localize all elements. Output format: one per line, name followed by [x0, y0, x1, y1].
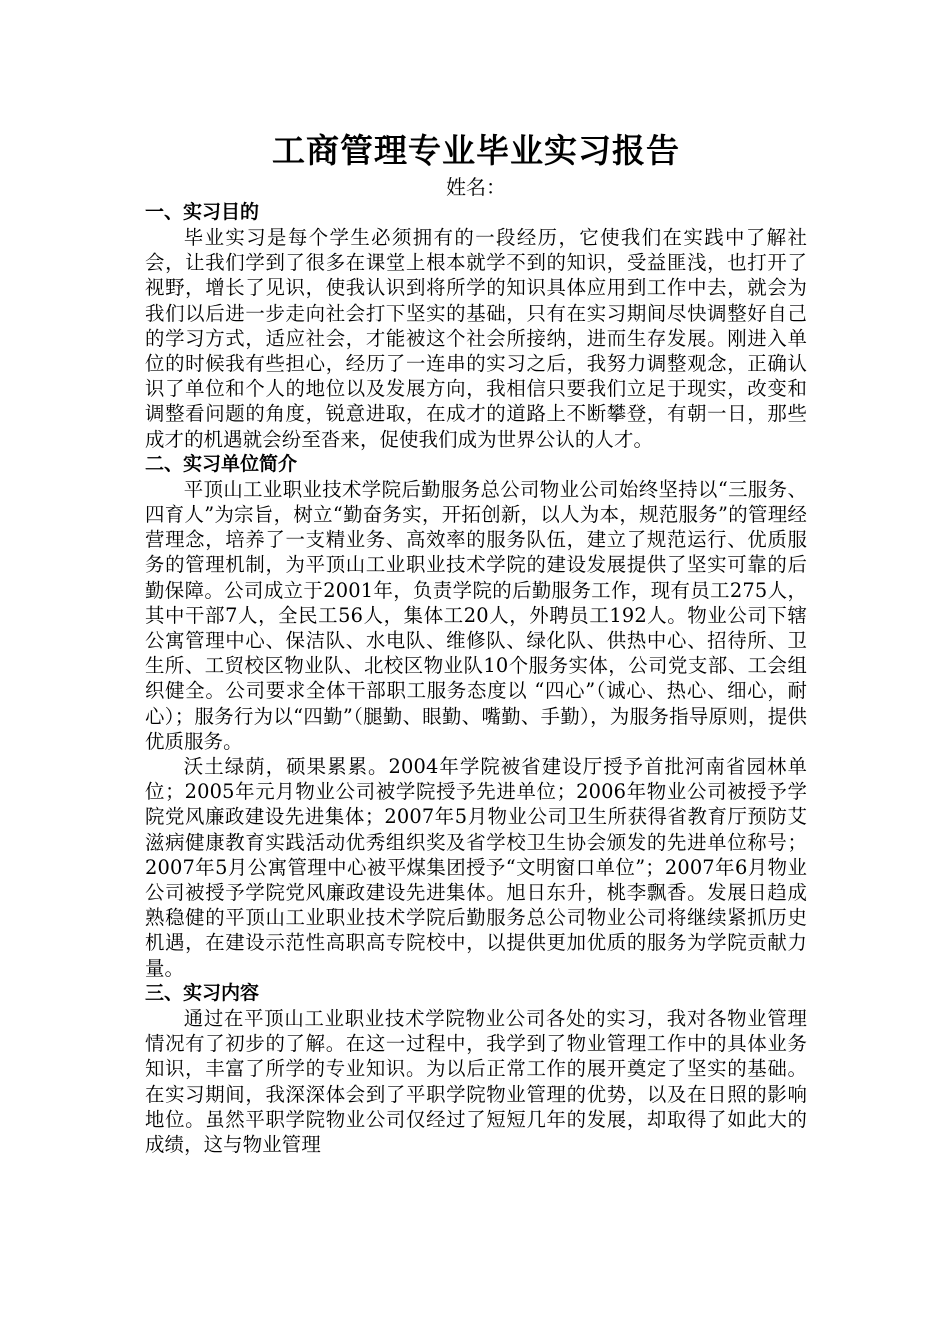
section-heading: 二、实习单位简介 — [145, 452, 298, 475]
paragraph: 通过在平顶山工业职业技术学院物业公司各处的实习，我对各物业管理情况有了初步的了解。在这一过程中，我学到了物业管理工作中的具体业务知识，丰富了所学的专业知识。为以后正常工作的展开奠定了坚实的基础。在实习期间，我深深体会到了平职学院物业管理的优势，以及在日照的影响地位。虽然平职学院物业公司仅经过了短短几年的发展，却取得了如此大的成绩，这与物业管理 — [145, 1006, 807, 1156]
document-title: 工商管理专业毕业实习报告 — [272, 131, 680, 170]
author-name-label: 姓名： — [446, 175, 506, 199]
section-heading: 一、实习目的 — [145, 201, 260, 223]
section-internship-content — [145, 981, 807, 1157]
section-heading: 三、实习内容 — [145, 981, 260, 1004]
paragraph: 平顶山工业职业技术学院后勤服务总公司物业公司始终坚持以“三服务、四育人”为宗旨，树立“勤奋务实，开拓创新，以人为本，规范服务”的管理经营理念，培养了一支精业务、高效率的服务队伍，建立了规范运行、优质服务的管理机制，为平顶山工业职业技术学院的建设发展提供了坚实可靠的后勤保障。公司成立于2001年，负责学院的后勤服务工作，现有员工275人，其中干部7人，全民工56人，集体工20人，外聘员工192人。物业公司下辖公寓管理中心、保洁队、水电队、维修队、绿化队、供热中心、招待所、卫生所、工贸校区物业队、北校区物业队10个服务实体，公司党支部、工会组织健全。公司要求全体干部职工服务态度以 “四心”（诚心、热心、细心，耐心）；服务行为以“四勤”（腿勤、眼勤、嘴勤、手勤），为服务指导原则，提供优质服务。 — [145, 477, 807, 753]
paragraph: 沃土绿荫，硕果累累。2004年学院被省建设厅授予首批河南省园林单位；2005年元月物业公司被学院授予先进单位；2006年物业公司被授予学院党风廉政建设先进集体；2007年5月物业公司卫生所获得省教育厅预防艾滋病健康教育实践活动优秀组织奖及省学校卫生协会颁发的先进单位称号；2007年5月公寓管理中心被平煤集团授予“文明窗口单位”；2007年6月物业公司被授予学院党风廉政建设先进集体。旭日东升，桃李飘香。发展日趋成熟稳健的平顶山工业职业技术学院后勤服务总公司物业公司将继续紧抓历史机遇，在建设示范性高职高专院校中，以提供更加优质的服务为学院贡献力量。 — [145, 755, 807, 980]
document-page — [145, 128, 807, 1157]
section-company-profile — [145, 452, 807, 981]
paragraph: 毕业实习是每个学生必须拥有的一段经历，它使我们在实践中了解社会，让我们学到了很多在课堂上根本就学不到的知识，受益匪浅，也打开了视野，增长了见识，使我认识到将所学的知识具体应用到工作中去，就会为我们以后进一步走向社会打下坚实的基础，只有在实习期间尽快调整好自己的学习方式，适应社会，才能被这个社会所接纳，进而生存发展。刚进入单位的时候我有些担心，经历了一连串的实习之后，我努力调整观念，正确认识了单位和个人的地位以及发展方向，我相信只要我们立足于现实，改变和调整看问题的角度，锐意进取，在成才的道路上不断攀登，有朝一日，那些成才的机遇就会纷至沓来，促使我们成为世界公认的人才。 — [145, 226, 807, 451]
section-internship-purpose — [145, 200, 807, 452]
